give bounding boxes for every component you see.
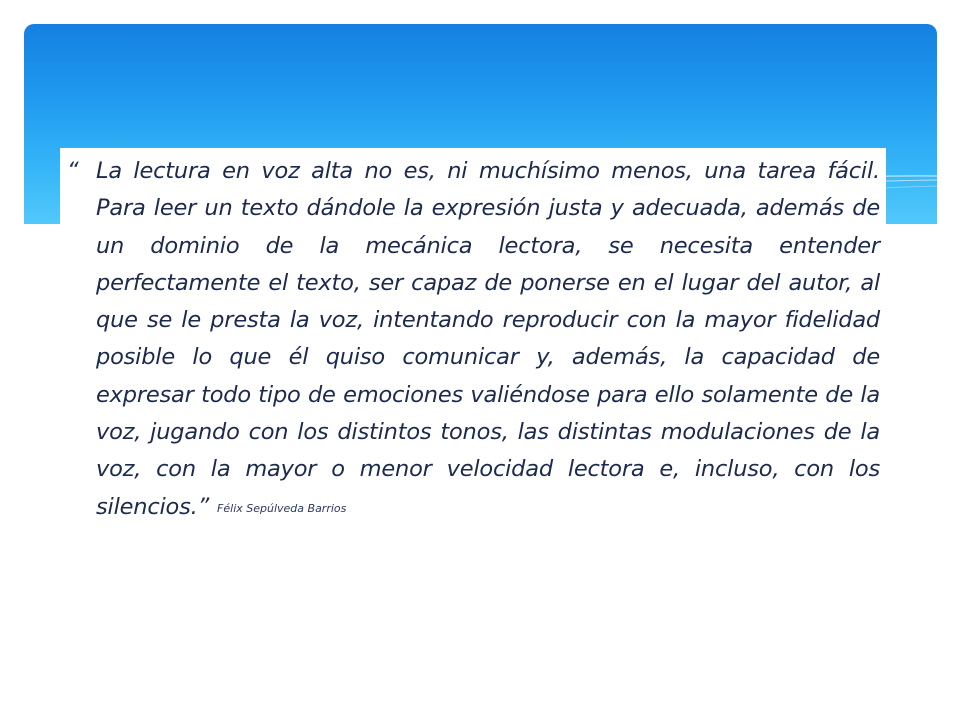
quote-body: La lectura en voz alta no es, ni muchísimo menos, una tarea fácil. Para leer un texto dándole la expresión justa y adecuada, además de un dominio de la mecánica lectora, se necesita entender perfectamente el texto, ser capaz de ponerse en el lugar del autor, al que se le presta la voz, intentando reproducir con la mayor fidelidad posible lo que él quiso comunicar y, además, la capacidad de expresar todo tipo de emociones valiéndose para ello solamente de la voz, jugando con los distintos tonos, las distintas modulaciones de la voz, con la mayor o menor velocidad lectora e, incluso, con los silencios.”	[96, 158, 880, 520]
quote-author: Félix Sepúlveda Barrios	[217, 501, 347, 515]
quote-open-mark: “	[67, 158, 79, 184]
quote-text	[67, 153, 880, 527]
